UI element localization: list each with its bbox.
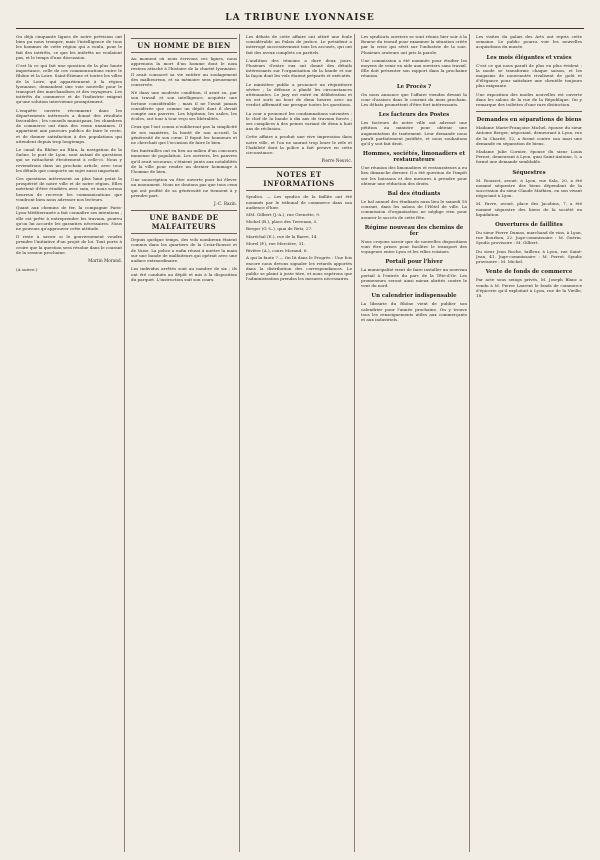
article-paragraph: Le canal du Rhône au Rhin, la navigation de la Saône, le port de Lyon, sont autant de questions qui se rattachent étroitement à celle-ci. Nous y reviendrons dans un prochain article, avec tous les détails que comporte un sujet aussi important. [16, 147, 122, 173]
column-1 [16, 34, 125, 852]
note-item: Syndics. — Les syndics de la faillite ont été nommés par le tribunal de commerce dans son audience d'hier. [246, 194, 352, 210]
note-item: Michel (B.), place des Terreaux, 3. [246, 219, 318, 225]
article-paragraph: Les syndicats ouvriers se sont réunis hier soir à la Bourse du travail pour examiner la situation créée par la crise qui sévit sur l'industrie de la soie. Plusieurs orateurs ont pris la parole. [361, 34, 467, 55]
article-signature: Pierre Neuvic. [321, 158, 352, 164]
article-paragraph: Les facteurs de notre ville ont adressé une pétition au ministre pour obtenir une augmentation de traitement. Leur demande nous paraît parfaitement justifiée, et nous souhaitons qu'il y soit fait droit. [361, 120, 467, 147]
article-paragraph: Par acte sous seings privés, M. Joseph Blanc a vendu à M. Pierre Laurent le fonds de commerce d'épicerie qu'il exploitait à Lyon, rue de la Vieille, 18. [476, 277, 582, 298]
article-paragraph: On nous annonce que l'affaire viendra devant la cour d'assises dans le courant du mois prochain. Les débats promettent d'être fort intéressants. [361, 91, 467, 108]
note-item: Maréchal (E.), rue de la Barre, 14. [246, 233, 318, 239]
article-paragraph: M. Favre, avoué, place des Jacobins, 7, a été nommé séquestre des biens de la société en liquidation. [476, 201, 582, 217]
article-paragraph: Une commission a été nommée pour étudier les moyens de venir en aide aux ouvriers sans travail. Elle doit présenter son rapport dans la prochaine réunion. [361, 57, 467, 79]
article-paragraph: M. Rousset, avoué, à Lyon, rue Sala, 20, a été nommé séquestre des biens dépendant de la succession du sieur Claude Mathieu, en son vivant négociant à Lyon. [476, 177, 582, 199]
section-heading: Hommes, sociétés, limonadiers et restaurateurs [362, 151, 466, 164]
article-paragraph: Depuis quelque temps, des vols nombreux étaient commis dans les quartiers de la Croix-Rousse et de Vaise. La police a enfin réussi à mettre la main sur une bande de malfaiteurs qui opérait avec une audace extraordinaire. [131, 237, 237, 264]
note-item: Berger (G.-L.), quai de Retz, 27. [246, 226, 313, 232]
article-paragraph: Ceux qui l'ont connu n'oublieront pas la simplicité de ses manières, la bonté de son accueil, la générosité de son cœur. Il fuyait les honneurs et ne cherchait que l'occasion de faire le bien. [131, 124, 237, 146]
newspaper-title: LA TRIBUNE LYONNAISE [225, 13, 375, 23]
note-item: Morel (P.), rue Mercière, 31. [246, 240, 306, 246]
section-heading: Séquestres [512, 169, 546, 176]
divider [476, 111, 582, 112]
article-paragraph: Ses funérailles ont eu lieu au milieu d'un concours immense de population. Les ouvriers, les pauvres qu'il avait secourus, s'étaient joints aux notabilités de la ville pour rendre un dernier hommage à l'homme de bien. [131, 148, 237, 175]
article-heading: UNE BANDE DE MALFAITEURS [131, 210, 237, 234]
article-paragraph: La cour a prononcé les condamnations suivantes : le chef de la bande à dix ans de travaux forcés ; ses complices à des peines variant de deux à huit ans de réclusion. [246, 110, 352, 132]
section-heading: Les mois élégantes et vraies [486, 54, 572, 61]
section-heading: Ouvertures de faillites [495, 222, 563, 229]
article-paragraph: La librairie du Rhône vient de publier son calendrier pour l'année prochaine. On y trouve tous les renseignements utiles aux commerçants et aux industriels. [361, 301, 467, 322]
article-paragraph: Né dans une modeste condition, il avait su, par son travail et son intelligence, acquérir une fortune considérable ; mais il ne l'avait jamais considérée que comme un dépôt dont il devait compte aux pauvres. Les hôpitaux, les asiles, les écoles, ont tour à tour reçu ses libéralités. [131, 90, 237, 122]
article-paragraph: Du sieur Pierre Dumas, marchand de vins, à Lyon, rue Bourbon, 22. Juge-commissaire : M. Guérin. Syndic provisoire : M. Gilbert. [476, 230, 582, 246]
section-heading: Régime nouveau des chemins de fer [364, 224, 464, 237]
article-signature: Martin Morand. [88, 257, 122, 263]
article-paragraph: Une souscription va être ouverte pour lui élever un monument. Nous ne doutons pas que tous ceux qui ont profité de sa générosité ne tiennent à y prendre part. [131, 177, 237, 198]
article-paragraph: Madame Marie-Françoise Michel, épouse du sieur Antoine Berger, négociant, demeurant à Lyon, rue de la Charité, 12, a formé contre son mari une demande en séparation de biens. [476, 125, 582, 146]
article-paragraph: Quant aux chemins de fer, la compagnie Paris-Lyon-Méditerranée a fait connaître ses intentions ; elle est prête à entreprendre les travaux, pourvu qu'on lui accorde les garanties nécessaires. Nous ne pouvons qu'approuver cette attitude. [16, 205, 122, 231]
continued-note: (A suivre.) [16, 267, 38, 273]
article-paragraph: Une réunion des limonadiers et restaurateurs a eu lieu dimanche dernier. Il a été question de l'impôt sur les boissons et des mesures à prendre pour obtenir une réduction des droits. [361, 165, 467, 186]
article-paragraph: La municipalité vient de faire installer un nouveau portail à l'entrée du parc de la Tête-d'Or. Les promeneurs seront ainsi mieux abrités contre le vent du nord. [361, 267, 467, 289]
article-paragraph: Ces questions intéressent au plus haut point la prospérité de notre ville et de notre région. Elles méritent d'être étudiées avec soin, et nous serons heureux de recevoir les communications que voudront bien nous adresser nos lecteurs. [16, 176, 122, 202]
column-2 [131, 34, 240, 852]
article-paragraph: Ou déjà cinquante lignes de notre prévision ont bien pu nous tromper, mais l'intelligence de tous les hommes de cette région qui a voulu, pour le fait des intérêts, ce que les intérêts ne voulaient pas, et le temps d'une discussion. [16, 34, 122, 60]
section-heading: Les facteurs des Postes [378, 112, 450, 119]
section-heading: Bal des étudiants [387, 191, 441, 198]
article-paragraph: Nous croyons savoir que de nouvelles dispositions vont être prises pour faciliter le transport des voyageurs entre Lyon et les villes voisines. [361, 238, 467, 255]
column-5 [476, 34, 584, 852]
note-item: MM. Gilbert (J.-A.), rue Grenette, 9. [246, 212, 321, 218]
article-paragraph: Madame Julie Cornier, épouse du sieur Louis Pernet, demeurant à Lyon, quai Saint-Antoine, 5, a formé une demande semblable. [476, 149, 582, 165]
column-3 [246, 34, 355, 852]
article-paragraph: Une exposition des modes nouvelles est ouverte dans les salons de la rue de la République. On y remarque des toilettes d'une rare distinction. [476, 91, 582, 108]
column-4 [361, 34, 470, 852]
section-heading: Un calendrier indispensable [371, 293, 457, 300]
article-paragraph: Les débats de cette affaire ont attiré une foule considérable au Palais de justice. Le président a interrogé successivement tous les accusés, qui ont fait des aveux complets ou partiels. [246, 34, 352, 55]
article-heading: NOTES ET INFORMATIONS [246, 167, 352, 191]
article-paragraph: L'audition des témoins a duré deux jours. Plusieurs d'entre eux ont donné des détails intéressants sur l'organisation de la bande et sur la façon dont les vols étaient préparés et exécutés. [246, 57, 352, 79]
article-paragraph: Il reste à savoir si le gouvernement voudra prendre l'initiative d'un projet de loi. Tout porte à croire que la question sera résolue dans le courant de la session prochaine. [16, 234, 122, 255]
article-paragraph: Les individus arrêtés sont au nombre de six ; ils ont été conduits au dépôt et mis à la disposition du parquet. L'instruction suit son cours. [131, 266, 237, 282]
newspaper-page [16, 8, 584, 852]
article-signature: J.-C. Bazin. [214, 201, 237, 207]
article-paragraph: Le bal annuel des étudiants aura lieu le samedi 18 courant, dans les salons de l'Hôtel de ville. La commission d'organisation ne néglige rien pour assurer le succès de cette fête. [361, 199, 467, 220]
article-paragraph: Les visites du palais des Arts ont repris cette semaine. Le public pourra voir les nouvelles acquisitions du musée. [476, 34, 582, 50]
article-paragraph: Du sieur Jean Roche, tailleur, à Lyon, rue Saint-Jean, 41. Juge-commissaire : M. Perret. Syndic provisoire : M. Michel. [476, 248, 582, 265]
article-paragraph: Au moment où nous écrivons ces lignes, nous apprenons la mort d'un homme dont le nom restera attaché à l'histoire de la charité lyonnaise. Il avait consacré sa vie entière au soulagement des malheureux, et sa mémoire sera pieusement conservée. [131, 56, 237, 88]
note-item: A qui la faute ? — On lit dans le Progrès : Une fois encore nous devons signaler les retards apportés dans la distribution des correspondances. Le public se plaint à juste titre, et nous espérons que l'administration prendra les mesures nécessaires. [246, 255, 352, 282]
article-paragraph: Cette affaire a produit une vive impression dans notre ville, et l'on ne saurait trop louer le zèle et l'habileté dont la police a fait preuve en cette circonstance. [246, 134, 352, 156]
note-item: Rivière (A.), cours Morand, 6. [246, 248, 308, 254]
section-heading: Vente de fonds de commerce [485, 269, 573, 276]
article-paragraph: C'est ce qui nous paraît de plus en plus évident ; la mode se transforme chaque saison, et les magasins de nouveautés rivalisent de goût et d'élégance pour satisfaire une clientèle toujours plus exigeante. [476, 62, 582, 89]
columns [16, 34, 584, 852]
masthead [16, 8, 584, 29]
article-paragraph: C'est là ce qui fait une question de la plus haute importance, celle de ces communications entre le Rhône et la Loire. Saint-Étienne et toutes les villes de la Loire, qui appartiennent à la région lyonnaise, demandent une voie nouvelle pour le transport des marchandises et des voyageurs. Les intérêts du commerce et de l'industrie exigent qu'une solution intervienne promptement. [16, 63, 122, 105]
notes-list [246, 194, 352, 281]
section-heading: Portail pour l'hiver [385, 259, 443, 266]
article-paragraph: Le ministère public a prononcé un réquisitoire sévère ; la défense a plaidé les circonstances atténuantes. Le jury est entré en délibération et en est sorti au bout de deux heures avec un verdict affirmatif sur presque toutes les questions. [246, 81, 352, 108]
article-heading: UN HOMME DE BIEN [131, 38, 237, 53]
section-heading: Demandes en séparations de biens [476, 117, 582, 124]
section-heading: Le Procès ? [396, 83, 432, 90]
article-paragraph: L'enquête ouverte récemment dans les départements intéressés a donné des résultats favorables ; les conseils municipaux, les chambres de commerce ont émis des vœux unanimes. Il appartient aux pouvoirs publics de faire le reste, et de donner satisfaction à des populations qui attendent depuis trop longtemps. [16, 107, 122, 144]
